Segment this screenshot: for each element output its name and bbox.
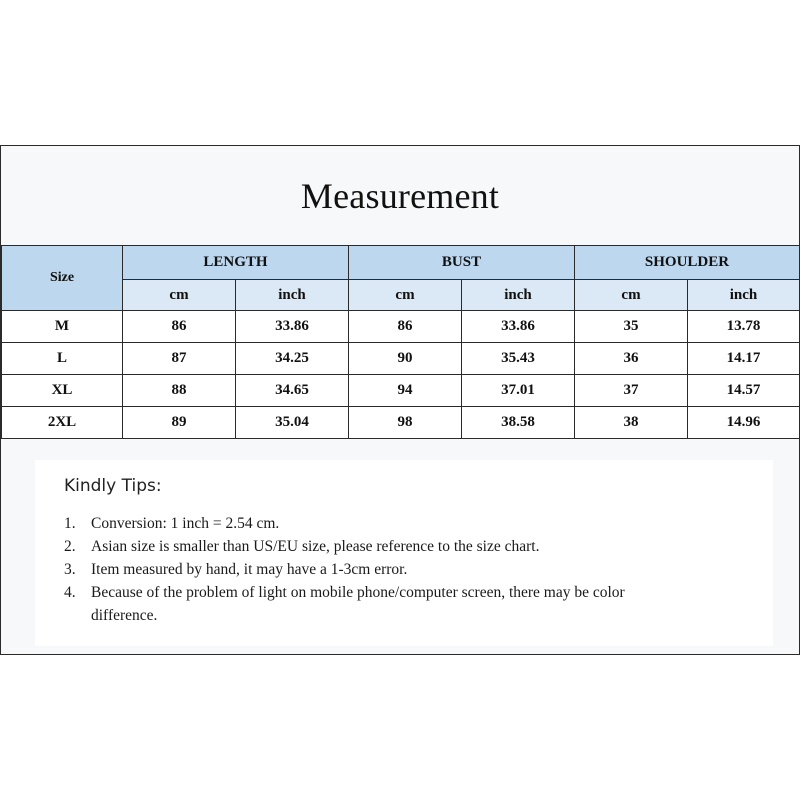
table-cell: 89: [123, 407, 236, 439]
tip-text: Asian size is smaller than US/EU size, please reference to the size chart.: [91, 538, 540, 555]
table-cell: 35.43: [462, 343, 575, 375]
tip-number: 4.: [64, 584, 76, 601]
table-cell: 13.78: [688, 311, 800, 343]
chart-title: Measurement: [300, 175, 500, 216]
tip-text: Item measured by hand, it may have a 1-3cm error.: [91, 561, 408, 578]
table-cell: 35: [575, 311, 688, 343]
table-cell: 88: [123, 375, 236, 407]
table-row: [2, 311, 800, 343]
table-cell: 14.96: [688, 407, 800, 439]
table-cell: 35.04: [236, 407, 349, 439]
unit-header: inch: [688, 280, 800, 311]
table-cell: 34.65: [236, 375, 349, 407]
size-chart-panel: [0, 145, 800, 655]
tip-number: 3.: [64, 561, 76, 578]
table-row: [2, 407, 800, 439]
size-column-header: Size: [2, 246, 123, 311]
size-table: [1, 245, 800, 439]
tip-number: 2.: [64, 538, 76, 555]
table-cell: 38: [575, 407, 688, 439]
table-row: [2, 343, 800, 375]
table-cell: 37.01: [462, 375, 575, 407]
unit-header: cm: [349, 280, 462, 311]
table-cell: 33.86: [462, 311, 575, 343]
tip-item: [64, 512, 684, 535]
table-cell: 14.57: [688, 375, 800, 407]
table-cell: 98: [349, 407, 462, 439]
table-cell: 86: [123, 311, 236, 343]
tip-item: [64, 558, 684, 581]
tip-text: Because of the problem of light on mobile phone/computer screen, there may be color difference.: [91, 584, 625, 624]
table-cell: 14.17: [688, 343, 800, 375]
unit-header: cm: [123, 280, 236, 311]
tips-title: Kindly Tips:: [64, 476, 162, 496]
table-cell: 86: [349, 311, 462, 343]
table-cell: 37: [575, 375, 688, 407]
unit-header: inch: [236, 280, 349, 311]
bust-group-header: BUST: [349, 246, 575, 280]
table-row: [2, 375, 800, 407]
table-cell: 33.86: [236, 311, 349, 343]
size-cell: XL: [2, 375, 123, 407]
table-cell: 34.25: [236, 343, 349, 375]
size-cell: M: [2, 311, 123, 343]
size-cell: L: [2, 343, 123, 375]
length-group-header: LENGTH: [123, 246, 349, 280]
size-cell: 2XL: [2, 407, 123, 439]
table-header-row: [2, 246, 800, 280]
table-cell: 90: [349, 343, 462, 375]
table-cell: 36: [575, 343, 688, 375]
shoulder-group-header: SHOULDER: [575, 246, 800, 280]
table-cell: 94: [349, 375, 462, 407]
table-cell: 38.58: [462, 407, 575, 439]
unit-header: cm: [575, 280, 688, 311]
tip-item: [64, 581, 684, 627]
tip-item: [64, 535, 684, 558]
tip-number: 1.: [64, 515, 76, 532]
table-cell: 87: [123, 343, 236, 375]
tips-box: [35, 460, 773, 646]
tips-list: [64, 512, 684, 627]
tip-text: Conversion: 1 inch = 2.54 cm.: [91, 515, 280, 532]
unit-header: inch: [462, 280, 575, 311]
